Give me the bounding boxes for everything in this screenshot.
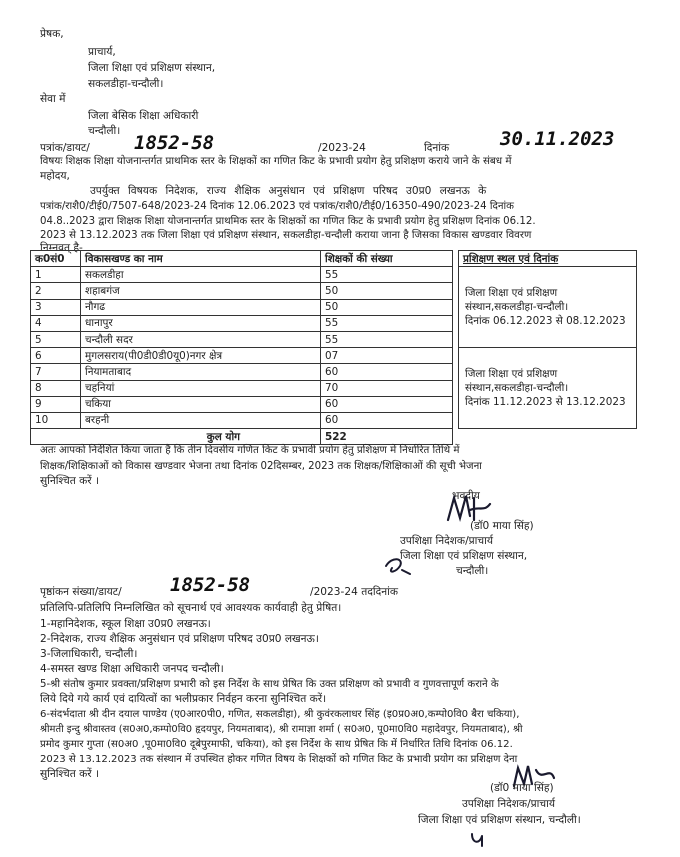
signatory-office-1: जिला शिक्षा एवं प्रशिक्षण संस्थान, bbox=[400, 550, 528, 562]
table-row bbox=[31, 267, 637, 283]
copy-item-1: 1-महानिदेशक, स्कूल शिक्षा उ0प्र0 लखनऊ। bbox=[40, 618, 211, 630]
body-line-4: 2023 से 13.12.2023 तक जिला शिक्षा एवं प्रशिक्षण संस्थान, सकलडीहा-चन्दौली कराया जाना है जिसका विकास खण्डवार विवरण bbox=[40, 230, 532, 241]
row-count: 50 bbox=[321, 283, 453, 299]
row-sn: 1 bbox=[31, 267, 81, 283]
row-sn: 3 bbox=[31, 299, 81, 315]
date-value: 30.11.2023 bbox=[500, 128, 615, 150]
header-place: प्रशिक्षण स्थल एवं दिनांक bbox=[459, 251, 637, 267]
copy-item-6-line-5: सुनिश्चित करें । bbox=[40, 768, 100, 780]
copy-item-6-line-3: प्रमोद कुमार गुप्ता (स0अ0 ,पू0मा0वि0 दूबेपुरमाफी, चकिया), को इस निर्देश के साथ प्रेषित कि में निर्धारित तिथि दिनांक 06.12. bbox=[40, 739, 513, 750]
total-value: 522 bbox=[321, 429, 453, 445]
header-block: विकासखण्ड का नाम bbox=[81, 251, 321, 267]
copy-item-3: 3-जिलाधिकारी, चन्दौली। bbox=[40, 648, 138, 660]
row-block: बरहनी bbox=[81, 412, 321, 428]
header-count: शिक्षकों की संख्या bbox=[321, 251, 453, 267]
initial-mark-2 bbox=[466, 828, 492, 850]
row-block: शहाबगंज bbox=[81, 283, 321, 299]
copy-item-6-line-1: 6-संदर्भदाता श्री दीन दयाल पाण्डेय (ए0आर0पी0, गणित, सकलडीहा), श्री कुवंरकलाधर सिंह (इ0प्र0अ0,कम्पो0वि0 बैरा चकिया), bbox=[40, 709, 520, 720]
closing-line-1: अतः आपको निर्देशित किया जाता है कि तीन दिवसीय गणित किट के प्रभावी प्रयोग हेतु प्रशिक्षण में निर्धारित तिथि में bbox=[40, 445, 460, 456]
initial-mark bbox=[380, 552, 416, 578]
yours-faithfully: भवदीय bbox=[452, 490, 480, 502]
row-count: 55 bbox=[321, 331, 453, 347]
signatory-place-1: चन्दौली। bbox=[456, 565, 489, 577]
row-block: सकलडीहा bbox=[81, 267, 321, 283]
row-count: 50 bbox=[321, 299, 453, 315]
endorsement-ref-tail: /2023-24 तददिनांक bbox=[310, 586, 398, 598]
recipient-label: सेवा में bbox=[40, 93, 66, 105]
recipient-place: चन्दौली। bbox=[88, 125, 121, 137]
subject-line: विषयः शिक्षक शिक्षा योजनान्तर्गत प्राथमिक स्तर के शिक्षकों का गणित किट के प्रभावी प्रयोग हेतु प्रशिक्षण कराये जाने के संबध में bbox=[40, 155, 512, 167]
copy-item-6-line-2: श्रीमती इन्दु श्रीवास्तव (स0अ0,कम्पो0वि0 हृदयपुर, नियमताबाद), श्री रामाज्ञा शर्मा ( स0अ0, पू0मा0वि0 महादेवपुर, नियमताबाद), श्री bbox=[40, 724, 523, 735]
row-sn: 8 bbox=[31, 380, 81, 396]
copy-item-6-line-4: 2023 से 13.12.2023 तक संस्थान में उपस्थित होकर गणित विषय के शिक्षकों को गणित किट के प्रभावी प्रयोग का प्रशिक्षण देना bbox=[40, 754, 518, 765]
signatory-name-1: (डॉ0 माया सिंह) bbox=[470, 520, 534, 532]
place-2-dates: दिनांक 11.12.2023 से 13.12.2023 bbox=[465, 396, 626, 409]
row-count: 07 bbox=[321, 348, 453, 364]
row-count: 60 bbox=[321, 364, 453, 380]
table-row bbox=[31, 348, 637, 364]
sender-designation: प्राचार्य, bbox=[88, 46, 116, 58]
body-line-1: उपर्युक्त विषयक निदेशक, राज्य शैक्षिक अनुसंधान एवं प्रशिक्षण परिषद उ0प्र0 लखनऊ के bbox=[90, 185, 487, 197]
copy-item-2: 2-निदेशक, राज्य शैक्षिक अनुसंधान एवं प्रशिक्षण परिषद उ0प्र0 लखनऊ। bbox=[40, 633, 319, 645]
copy-item-5-line-1: 5-श्री संतोष कुमार प्रवक्ता/प्रशिक्षण प्रभारी को इस निर्देश के साथ प्रेषित कि उक्त प्रशिक्षण को प्रभावी व गुणवत्तापूर्ण कराने के bbox=[40, 679, 499, 690]
copy-item-5-line-2: लिये दिये गये कार्य एवं दायित्वों का भलीप्रकार निर्वहन करना सुनिश्चित करें। bbox=[40, 693, 327, 705]
row-block: चकिया bbox=[81, 396, 321, 412]
row-sn: 9 bbox=[31, 396, 81, 412]
table-total-row bbox=[31, 429, 637, 445]
signatory-name-2: (डॉ0 माया सिंह) bbox=[490, 782, 554, 794]
endorsement-ref-number: 1852-58 bbox=[170, 574, 251, 596]
closing-line-2: शिक्षक/शिक्षिकाओं को विकास खण्डवार भेजना तथा दिनांक 02दिसम्बर, 2023 तक शिक्षक/शिक्षिकाओं की सूची भेजना bbox=[40, 461, 482, 472]
row-sn: 2 bbox=[31, 283, 81, 299]
endorsement-intro: प्रतिलिपि-प्रतिलिपि निम्नलिखित को सूचनार्थ एवं आवश्यक कार्यवाही हेतु प्रेषित। bbox=[40, 602, 342, 614]
row-count: 60 bbox=[321, 412, 453, 428]
date-label: दिनांक bbox=[424, 142, 450, 154]
row-block: चन्दौली सदर bbox=[81, 331, 321, 347]
place-1-venue: जिला शिक्षा एवं प्रशिक्षण संस्थान,सकलडीहा-चन्दौली। bbox=[465, 287, 569, 314]
total-label: कुल योग bbox=[31, 429, 321, 445]
body-line-2: पत्रांक/राशै0/टीई0/7507-648/2023-24 दिनांक 12.06.2023 एवं पत्रांक/राशै0/टीई0/16350-490/2023-24 दिनांक bbox=[40, 201, 514, 212]
signatory-designation-1: उपशिक्षा निदेशक/प्राचार्य bbox=[400, 535, 494, 547]
training-place-1 bbox=[459, 267, 637, 348]
ref-year: /2023-24 bbox=[318, 142, 366, 154]
sender-office: जिला शिक्षा एवं प्रशिक्षण संस्थान, bbox=[88, 62, 216, 74]
body-line-5: निम्नवत् है- bbox=[40, 242, 83, 254]
row-block: मुगलसराय(पी0डी0डी0यू0)नगर क्षेत्र bbox=[81, 348, 321, 364]
header-sn: क0सं0 bbox=[31, 251, 81, 267]
closing-line-3: सुनिश्चित करें । bbox=[40, 475, 100, 487]
ref-number: 1852-58 bbox=[134, 132, 215, 154]
sender-place: सकलडीहा-चन्दौली। bbox=[88, 78, 164, 90]
recipient-designation: जिला बेसिक शिक्षा अधिकारी bbox=[88, 110, 199, 122]
row-count: 70 bbox=[321, 380, 453, 396]
row-sn: 5 bbox=[31, 331, 81, 347]
table-header-row bbox=[31, 251, 637, 267]
signatory-office-2: जिला शिक्षा एवं प्रशिक्षण संस्थान, चन्दौली। bbox=[418, 814, 581, 826]
place-2-venue: जिला शिक्षा एवं प्रशिक्षण संस्थान,सकलडीहा-चन्दौली। bbox=[465, 368, 569, 395]
signatory-designation-2: उपशिक्षा निदेशक/प्राचार्य bbox=[462, 798, 556, 810]
row-block: धानापुर bbox=[81, 315, 321, 331]
row-block: नौगढ bbox=[81, 299, 321, 315]
salutation: महोदय, bbox=[40, 170, 70, 182]
sender-label: प्रेषक, bbox=[40, 28, 64, 40]
row-count: 60 bbox=[321, 396, 453, 412]
row-sn: 6 bbox=[31, 348, 81, 364]
ref-label: पत्रांक/डायट/ bbox=[40, 142, 90, 154]
body-line-3: 04.8..2023 द्वारा शिक्षक शिक्षा योजनान्तर्गत प्राथमिक स्तर के शिक्षकों का गणित किट के प्रभावी प्रयोग हेतु प्रशिक्षण दिनांक 06.12. bbox=[40, 216, 536, 227]
endorsement-ref-label: पृष्ठांकन संख्या/डायट/ bbox=[40, 586, 122, 598]
row-sn: 10 bbox=[31, 412, 81, 428]
distribution-table bbox=[30, 250, 637, 445]
row-count: 55 bbox=[321, 315, 453, 331]
place-1-dates: दिनांक 06.12.2023 से 08.12.2023 bbox=[465, 315, 626, 328]
row-sn: 7 bbox=[31, 364, 81, 380]
training-place-2 bbox=[459, 348, 637, 429]
copy-item-4: 4-समस्त खण्ड शिक्षा अधिकारी जनपद चन्दौली। bbox=[40, 663, 224, 675]
row-block: चहनियां bbox=[81, 380, 321, 396]
row-block: नियामताबाद bbox=[81, 364, 321, 380]
row-count: 55 bbox=[321, 267, 453, 283]
row-sn: 4 bbox=[31, 315, 81, 331]
